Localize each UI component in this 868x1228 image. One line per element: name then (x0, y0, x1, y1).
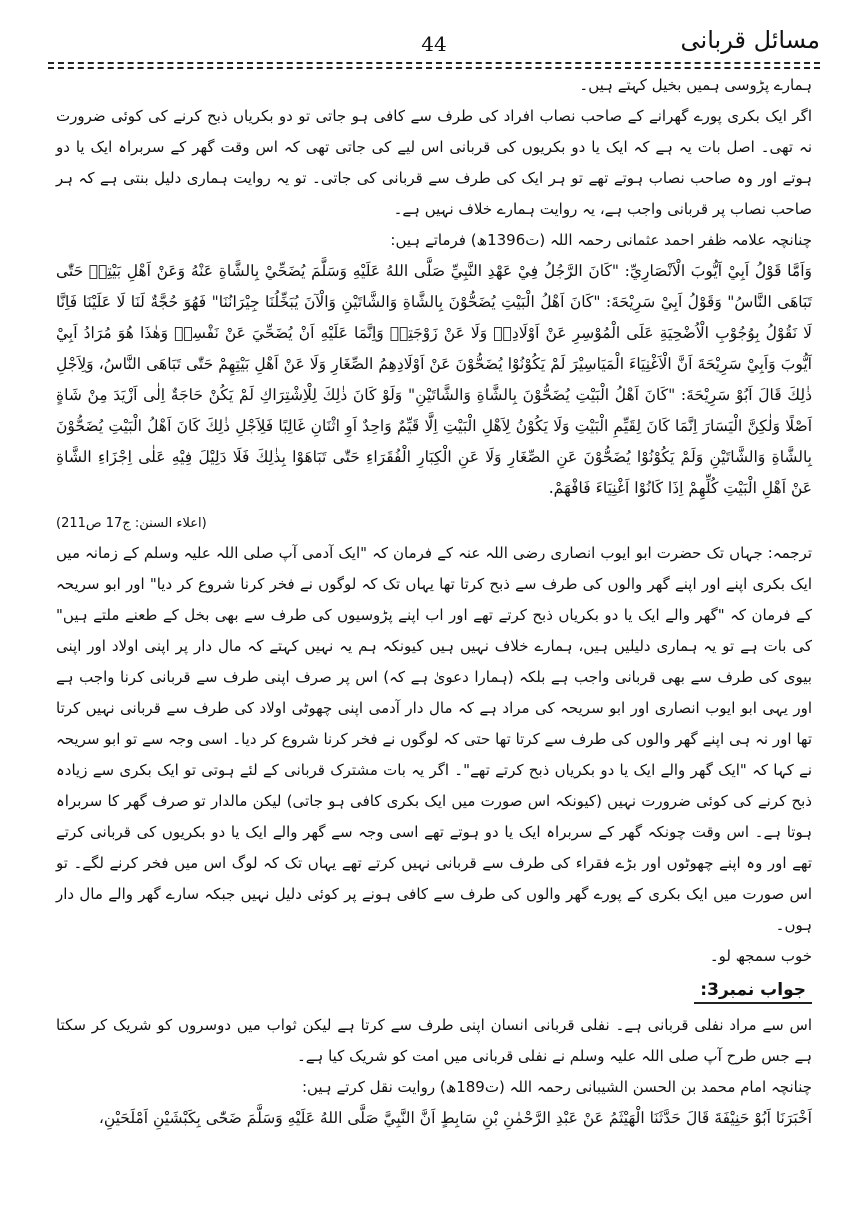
paragraph: چنانچہ علامہ ظفر احمد عثمانی رحمہ اللہ (ت1396ھ) فرماتے ہیں: (390, 231, 812, 249)
closing-note: خوب سمجھ لو۔ (709, 947, 812, 965)
reference-citation: (اعلاء السنن: ج17 ص211) (56, 516, 207, 531)
arabic-quote: وَاَمَّا قَوْلُ اَبِيْ اَيُّوبَ الْاَنْصَارِيِّ: "كَانَ الرَّجُلُ فِيْ عَهْدِ النَّبِيِّ صَلَّى اللهُ عَلَيْهِ وَسَلَّمَ يُضَحِّيْ بِالشَّاةِ عَنْهُ وَعَنْ اَهْلِ بَيْتِهٖ حَتّٰى تَبَاهَى النَّاسُ" وَقَوْلُ اَبِيْ سَرِيْحَةَ: "كَانَ اَهْلُ الْبَيْتِ يُضَحُّوْنَ بِالشَّاةِ وَالشَّاتَيْنِ وَالْآنَ يُبَخِّلُنَا جِيْرَانُنَا" فَهُوَ حُجَّةٌ لَنَا لَا عَلَيْنَا فَاِنَّا لَا نَقُوْلُ بِوُجُوْبِ الْاُضْحِيَةِ عَلَى الْمُوْسِرِ عَنْ اَوْلَادِهٖ وَلَا عَنْ زَوْجَتِهٖ وَاِنَّمَا عَلَيْهِ اَنْ يُضَحِّيَ عَنْ نَفْسِهٖ وَهٰذَا هُوَ مُرَادُ اَبِيْ اَيُّوبَ وَاَبِيْ سَرِيْحَةَ اَنَّ الْاَغْنِيَاءَ الْمَيَاسِيْرَ لَمْ يَكُوْنُوْا يُضَحُّوْنَ عَنْ اَوْلَادِهِمُ الصِّغَارِ وَلَا عَنْ اَهْلِ بَيْتِهِمْ حَتّٰى تَبَاهَى النَّاسُ، وَلِاَجْلِ ذٰلِكَ قَالَ اَبُوْ سَرِيْحَةَ: "كَانَ اَهْلُ الْبَيْتِ يُضَحُّوْنَ بِالشَّاةِ وَالشَّاتَيْنِ" وَلَوْ كَانَ ذٰلِكَ لِلْاِشْتِرَاكِ لَمْ يَكُنْ حَاجَةٌ اِلٰى اَزْيَدَ مِنْ شَاةٍ اَصْلًا وَلٰكِنَّ الْيَسَارَ اِنَّمَا كَانَ لِقَيِّمِ الْبَيْتِ وَلَا يَكُوْنُ لِاَهْلِ الْبَيْتِ اِلَّا قَيِّمٌ وَاحِدٌ اَوِ اثْنَانِ غَالِبًا فَلِاَجْلِ ذٰلِكَ كَانَ اَهْلُ الْبَيْتِ يُضَحُّوْنَ بِالشَّاةِ وَالشَّاتَيْنِ وَلَمْ يَكُوْنُوْا يُضَحُّوْنَ عَنِ الصِّغَارِ وَلَا عَنِ الْكِبَارِ الْفُقَرَاءِ حَتّٰى تَبَاهَوْا بِذٰلِكَ فَلَا دَلِيْلَ فِيْهِ عَلٰى اِجْزَاءِ الشَّاةِ عَنْ اَهْلِ الْبَيْتِ كُلِّهِمْ اِذَا كَانُوْا اَغْنِيَاءَ فَافْهَمْ. (56, 262, 812, 497)
answer-heading: جواب نمبر3: (694, 980, 812, 1004)
header-divider-secondary (48, 67, 820, 69)
paragraph: اس سے مراد نفلی قربانی ہے۔ نفلی قربانی انسان اپنی طرف سے کرتا ہے لیکن ثواب میں دوسروں کو شریک کر سکتا ہے جس طرح آپ صلی اللہ علیہ وسلم نے نفلی قربانی میں امت کو شریک کیا ہے۔ (56, 1016, 812, 1065)
book-title: مسائل قربانی (680, 26, 820, 54)
header-divider (48, 62, 820, 64)
page-header (48, 22, 820, 62)
paragraph: ہمارے پڑوسی ہمیں بخیل کہتے ہیں۔ (579, 76, 812, 94)
arabic-hadith: اَخْبَرَنَا اَبُوْ حَنِيْفَةَ قَالَ حَدَّثَنَا الْهَيْثَمُ عَنْ عَبْدِ الرَّحْمٰنِ بْنِ سَابِطٍ اَنَّ النَّبِيَّ صَلَّى اللهُ عَلَيْهِ وَسَلَّمَ ضَحّٰى بِكَبْشَيْنِ اَمْلَحَيْنِ، (98, 1109, 812, 1127)
page-body (56, 70, 812, 1134)
paragraph: چنانچہ امام محمد بن الحسن الشیبانی رحمہ اللہ (ت189ھ) روایت نقل کرتے ہیں: (301, 1078, 812, 1096)
page-number: 44 (421, 32, 447, 56)
paragraph: اگر ایک بکری پورے گھرانے کے صاحب نصاب افراد کی طرف سے کافی ہو جاتی تو دو بکریاں ذبح کرنے کی کوئی ضرورت نہ تھی۔ اصل بات یہ ہے کہ ایک یا دو بکریوں کی قربانی اس لیے کی جاتی تھی کہ اس وقت گھر کے سربراہ ایک یا دو ہوتے اور وہ صاحب نصاب ہوتے تھے تو ہر ایک کی طرف سے قربانی کی جاتی۔ تو یہ روایت ہماری دلیل بنتی ہے کہ ہر صاحب نصاب پر قربانی واجب ہے، یہ روایت ہمارے خلاف نہیں ہے۔ (56, 107, 812, 218)
translation-paragraph: ترجمہ: جہاں تک حضرت ابو ایوب انصاری رضی اللہ عنہ کے فرمان کہ "ایک آدمی آپ صلی اللہ علیہ وسلم کے زمانہ میں ایک بکری اپنے اور اپنے گھر والوں کی طرف سے ذبح کرتا تھا یہاں تک کہ لوگوں نے فخر کرنا شروع کر دیا" اور ابو سریحہ کے فرمان کہ "گھر والے ایک یا دو بکریاں ذبح کرتے تھے اور اب اپنے پڑوسیوں کی طرف سے بھی بخل کے طعنے ملتے ہیں" کی بات ہے تو یہ ہماری دلیلیں ہیں، ہمارے خلاف نہیں ہیں کیونکہ ہم یہ نہیں کہتے کہ مال دار پر اپنی اولاد اور اپنی بیوی کی طرف سے بھی قربانی واجب ہے بلکہ (ہمارا دعویٰ ہے کہ) اس پر صرف اپنی طرف سے قربانی کرنا واجب ہے اور یہی ابو ایوب انصاری اور ابو سریحہ کی مراد ہے کہ مال دار آدمی اپنی چھوٹی اولاد کی طرف سے قربانی نہیں کرتا تھا اور نہ ہی اپنے گھر والوں کی طرف سے کرتا تھا حتی کہ لوگوں نے فخر کرنا شروع کر دیا۔ اسی وجہ سے تو ابو سریحہ نے کہا کہ "ایک گھر والے ایک یا دو بکریاں ذبح کرتے تھے"۔ اگر یہ بات مشترک قربانی کے لئے ہوتی تو ایک بکری سے زیادہ ذبح کرنے کی کوئی ضرورت نہیں (کیونکہ اس صورت میں ایک بکری کافی ہو جاتی) لیکن مالدار تو صرف گھر کا سربراہ ہوتا ہے۔ اس وقت چونکہ گھر کے سربراہ ایک یا دو ہوتے تھے اسی وجہ سے گھر والے ایک یا دو بکریوں کی قربانی کرتے تھے اور وہ اپنے چھوٹوں اور بڑے فقراء کی طرف سے قربانی نہیں کرتے تھے یہاں تک کہ لوگ اس میں فخر کرنے لگے۔ تو اس صورت میں ایک بکری کے پورے گھر والوں کی طرف سے کافی ہونے پر کوئی دلیل نہیں جبکہ سارے گھر والے مال دار ہوں۔ (56, 544, 812, 934)
